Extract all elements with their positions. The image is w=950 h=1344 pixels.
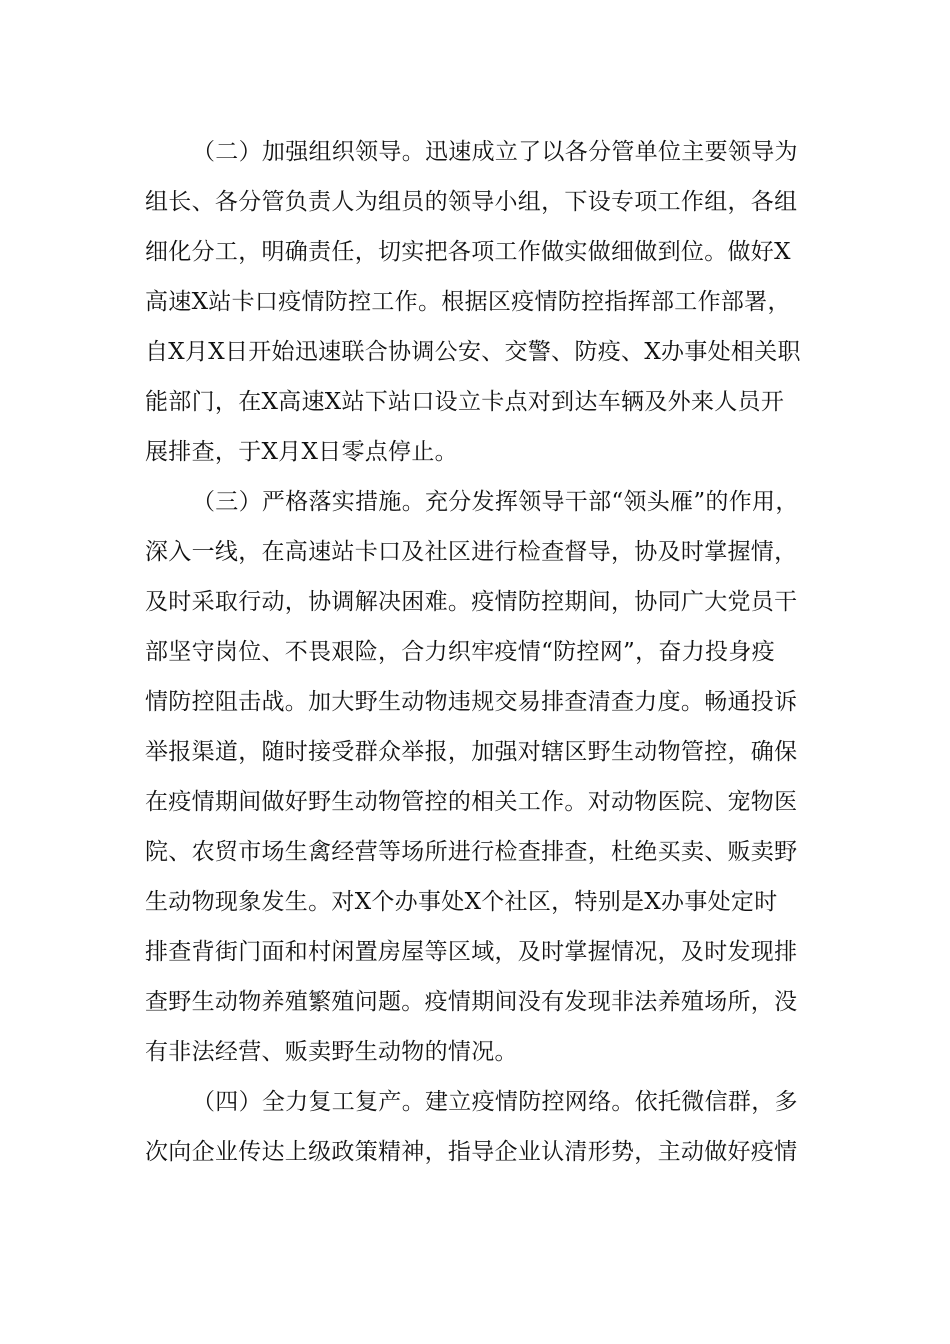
paragraph-2-line-3: 细化分工，明确责任，切实把各项工作做实做细做到位。做好X — [145, 239, 791, 265]
paragraph-4-line-2: 次向企业传达上级政策精神，指导企业认清形势，主动做好疫情 — [145, 1139, 798, 1165]
paragraph-3-line-8: 院、农贸市场生禽经营等场所进行检查排查，杜绝买卖、贩卖野 — [145, 839, 798, 865]
paragraph-3-line-12: 有非法经营、贩卖野生动物的情况。 — [145, 1039, 518, 1065]
paragraph-3-line-2: 深入一线，在高速站卡口及社区进行检查督导，协及时掌握情， — [145, 539, 798, 565]
paragraph-2-line-6: 能部门，在X高速X站下站口设立卡点对到达车辆及外来人员开 — [145, 389, 785, 415]
paragraph-3-line-9: 生动物现象发生。对X个办事处X个社区，特别是X办事处定时 — [145, 889, 778, 915]
paragraph-2-line-1: （二）加强组织领导。迅速成立了以各分管单位主要领导为 — [192, 139, 798, 165]
paragraph-2-line-7: 展排查，于X月X日零点停止。 — [145, 439, 458, 465]
paragraph-2-line-5: 自X月X日开始迅速联合协调公安、交警、防疫、X办事处相关职 — [145, 339, 801, 365]
paragraph-3-line-11: 查野生动物养殖繁殖问题。疫情期间没有发现非法养殖场所，没 — [145, 989, 798, 1015]
paragraph-3-line-10: 排查背街门面和村闲置房屋等区域，及时掌握情况，及时发现排 — [145, 939, 798, 965]
paragraph-2-line-2: 组长、各分管负责人为组员的领导小组，下设专项工作组，各组 — [145, 189, 798, 215]
paragraph-3-line-7: 在疫情期间做好野生动物管控的相关工作。对动物医院、宠物医 — [145, 789, 798, 815]
paragraph-3-line-1: （三）严格落实措施。充分发挥领导干部“领头雁”的作用， — [192, 489, 799, 515]
paragraph-3-line-6: 举报渠道，随时接受群众举报，加强对辖区野生动物管控，确保 — [145, 739, 798, 765]
paragraph-2-line-4: 高速X站卡口疫情防控工作。根据区疫情防控指挥部工作部署， — [145, 289, 791, 315]
paragraph-3-line-4: 部坚守岗位、不畏艰险，合力织牢疫情“防控网”，奋力投身疫 — [145, 639, 775, 665]
paragraph-3-line-3: 及时采取行动，协调解决困难。疫情防控期间，协同广大党员干 — [145, 589, 798, 615]
paragraph-4-line-1: （四）全力复工复产。建立疫情防控网络。依托微信群，多 — [192, 1089, 798, 1115]
paragraph-3-line-5: 情防控阻击战。加大野生动物违规交易排查清查力度。畅通投诉 — [145, 689, 798, 715]
